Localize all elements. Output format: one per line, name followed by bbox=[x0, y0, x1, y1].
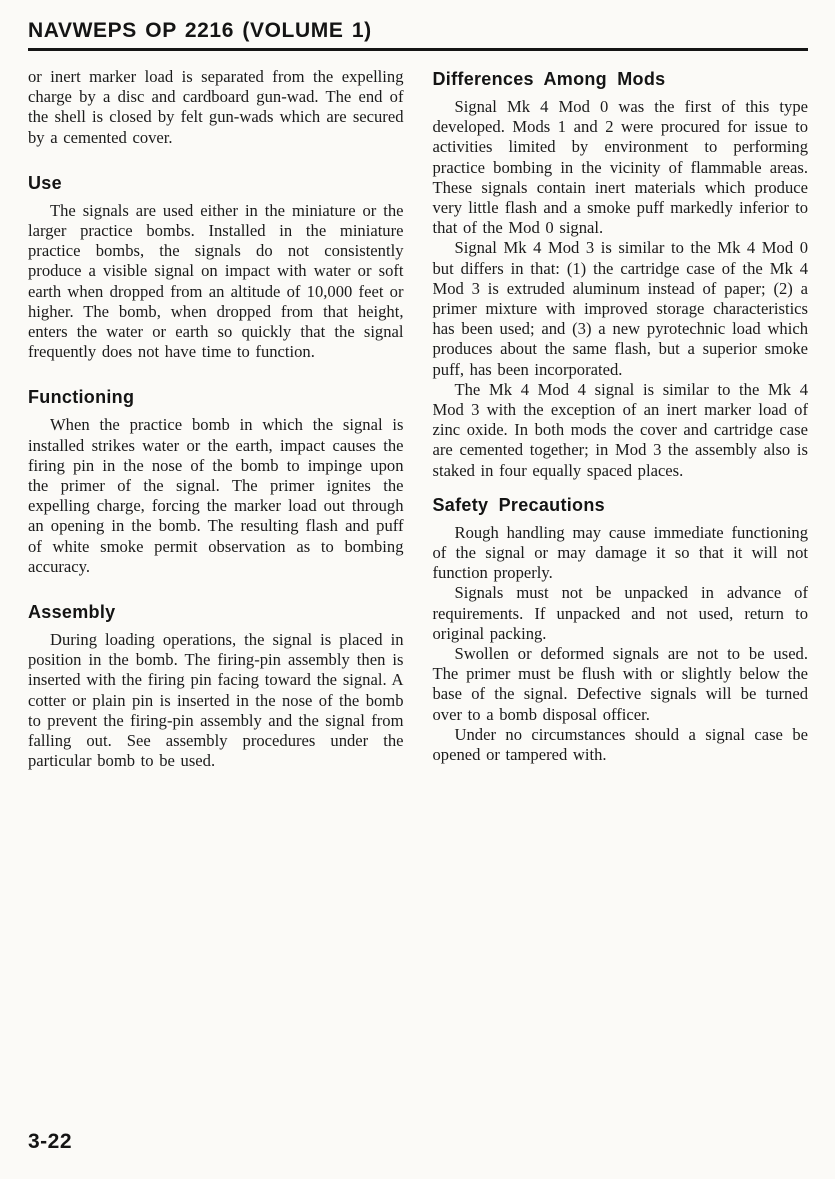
paragraph-functioning: When the practice bomb in which the signal is installed strikes water or the earth, impact causes the firing pin in the nose of the bomb to impinge upon the primer of the signal. The primer ignites the expelling charge, forcing the marker load out through an opening in the bomb. The resulting flash and puff of white smoke permit observation as to bombing accuracy. bbox=[28, 415, 404, 576]
paragraph-continuation: or inert marker load is separated from the expelling charge by a disc and cardboard gun-wad. The end of the shell is closed by felt gun-wads which are secured by a cemented cover. bbox=[28, 67, 404, 147]
page-number: 3-22 bbox=[28, 1130, 73, 1153]
section-heading-functioning: Functioning bbox=[28, 387, 135, 408]
section-heading-assembly: Assembly bbox=[28, 602, 116, 623]
page-header-title: NAVWEPS OP 2216 (VOLUME 1) bbox=[28, 19, 372, 42]
section-heading-safety-precautions: Safety Precautions bbox=[432, 494, 605, 515]
section-heading-use: Use bbox=[28, 172, 62, 193]
paragraph-safety-3: Swollen or deformed signals are not to be used. The primer must be flush with or slightly below the base of the signal. Defective signals will be turned over to a bomb disposal officer. bbox=[432, 644, 808, 724]
paragraph-mods-2: Signal Mk 4 Mod 3 is similar to the Mk 4 Mod 0 but differs in that: (1) the cartridge case of the Mk 4 Mod 3 is extruded aluminum instead of paper; (2) a primer mixture with improved storage characteristics has been used; and (3) a new pyrotechnic load which produces about the same flash, but a superior smoke puff, has been incorporated. bbox=[432, 238, 808, 379]
paragraph-safety-1: Rough handling may cause immediate functioning of the signal or may damage it so that it will not function properly. bbox=[432, 522, 808, 583]
paragraph-mods-1: Signal Mk 4 Mod 0 was the first of this type developed. Mods 1 and 2 were procured for issue to activities limited by environment to performing practice bombing in the vicinity of flammable areas. These signals contain inert materials which produce very little flash and a smoke puff markedly inferior to that of the Mod 0 signal. bbox=[432, 97, 808, 238]
left-column bbox=[28, 67, 404, 771]
paragraph-safety-4: Under no circumstances should a signal case be opened or tampered with. bbox=[432, 724, 808, 765]
paragraph-use: The signals are used either in the miniature or the larger practice bombs. Installed in the miniature practice bombs, the signals do not consistently produce a visible signal on impact with water or soft earth when dropped from an altitude of 10,000 feet or higher. The bomb, when dropped from that height, enters the water or earth so quickly that the signal frequently does not have time to function. bbox=[28, 200, 404, 362]
paragraph-safety-2: Signals must not be unpacked in advance of requirements. If unpacked and not used, return to original packing. bbox=[432, 583, 808, 643]
paragraph-mods-3: The Mk 4 Mod 4 signal is similar to the Mk 4 Mod 3 with the exception of an inert marker load of zinc oxide. In both mods the cover and cartridge case are cemented together; in Mod 3 the assembly also is staked in four equally spaced places. bbox=[432, 379, 808, 480]
two-column-body bbox=[28, 67, 808, 771]
section-heading-differences-among-mods: Differences Among Mods bbox=[432, 69, 666, 89]
paragraph-assembly: During loading operations, the signal is placed in position in the bomb. The firing-pin assembly then is inserted with the firing pin facing toward the signal. A cotter or plain pin is inserted in the nose of the bomb to prevent the firing-pin assembly and the signal from falling out. See assembly procedures under the particular bomb to be used. bbox=[28, 630, 404, 771]
right-column bbox=[433, 67, 809, 771]
page-header-rule bbox=[28, 19, 808, 51]
